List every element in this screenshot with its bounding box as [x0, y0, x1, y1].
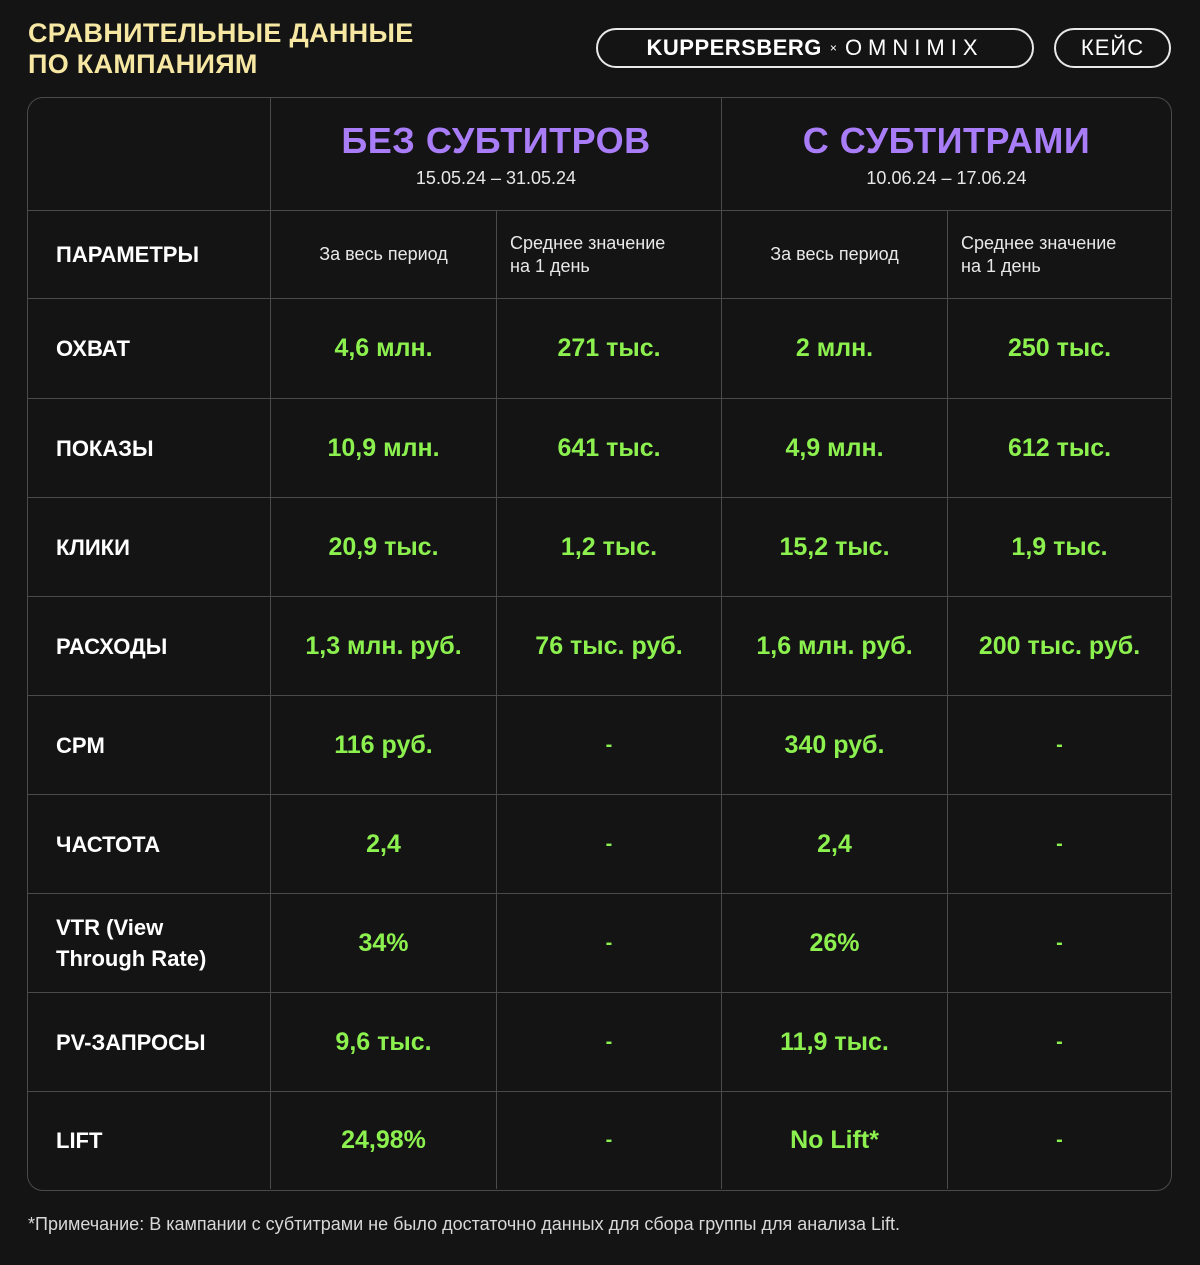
comparison-table: [27, 97, 1172, 1191]
table-cell: 2,4: [722, 795, 948, 894]
row-label-pv-requests: PV-ЗАПРОСЫ: [28, 993, 271, 1092]
page-title: [28, 18, 414, 80]
table-cell: 1,3 млн. руб.: [271, 597, 497, 696]
row-label-frequency: ЧАСТОТА: [28, 795, 271, 894]
table-cell: 1,2 тыс.: [497, 498, 722, 597]
table-cell: 250 тыс.: [948, 299, 1171, 399]
table-cell: -: [497, 795, 722, 894]
case-badge: КЕЙС: [1054, 28, 1171, 68]
group-title: БЕЗ СУБТИТРОВ: [341, 119, 651, 161]
table-cell: -: [948, 993, 1171, 1092]
footnote: *Примечание: В кампании с субтитрами не было достаточно данных для сбора группы для анализа Lift.: [28, 1214, 901, 1234]
table-cell: -: [497, 894, 722, 993]
table-cell: 76 тыс. руб.: [497, 597, 722, 696]
title-line-1: СРАВНИТЕЛЬНЫЕ ДАННЫЕ: [28, 18, 414, 48]
table-cell: 4,9 млн.: [722, 399, 948, 498]
group-header-with-subtitles: [722, 98, 1171, 211]
table-cell: -: [497, 696, 722, 795]
table-cell: 9,6 тыс.: [271, 993, 497, 1092]
table-cell: 271 тыс.: [497, 299, 722, 399]
table-cell: -: [1056, 1129, 1063, 1151]
table-cell: -: [948, 894, 1171, 993]
table-cell: -: [948, 795, 1171, 894]
subheader-average: Среднее значение на 1 день: [948, 211, 1171, 299]
table-corner-cell: [28, 98, 271, 211]
table-cell: 11,9 тыс.: [722, 993, 948, 1092]
table-cell: 1,9 тыс.: [948, 498, 1171, 597]
group-dates: 15.05.24 – 31.05.24: [415, 167, 577, 188]
table-cell: 34%: [271, 894, 497, 993]
row-label-lift: LIFT: [28, 1092, 271, 1189]
table-cell: 24,98%: [271, 1092, 497, 1189]
group-title: С СУБТИТРАМИ: [802, 119, 1091, 161]
row-label-clicks: КЛИКИ: [28, 498, 271, 597]
table-cell: 200 тыс. руб.: [948, 597, 1171, 696]
table-cell: 1,6 млн. руб.: [722, 597, 948, 696]
table-cell: 116 руб.: [271, 696, 497, 795]
table-cell: 26%: [722, 894, 948, 993]
row-label-impressions: ПОКАЗЫ: [28, 399, 271, 498]
row-label-vtr: VTR (View Through Rate): [28, 894, 271, 993]
params-header: ПАРАМЕТРЫ: [28, 211, 271, 299]
table-cell: 15,2 тыс.: [722, 498, 948, 597]
table-cell: 641 тыс.: [497, 399, 722, 498]
table-cell: 4,6 млн.: [271, 299, 497, 399]
table-cell: 10,9 млн.: [271, 399, 497, 498]
brand-kuppersberg: KUPPERSBERG: [646, 35, 822, 60]
table-cell: -: [497, 1092, 722, 1189]
row-label-spend: РАСХОДЫ: [28, 597, 271, 696]
table-cell: -: [497, 993, 722, 1092]
table-cell: 2 млн.: [722, 299, 948, 399]
table-cell: -: [948, 696, 1171, 795]
table-cell: 20,9 тыс.: [271, 498, 497, 597]
group-header-no-subtitles: [271, 98, 722, 211]
row-label-cpm: CPM: [28, 696, 271, 795]
subheader-total: За весь период: [722, 211, 948, 299]
title-line-2: ПО КАМПАНИЯМ: [28, 49, 258, 79]
brand-omnimix: OMNIMIX: [844, 35, 984, 60]
subheader-average: Среднее значение на 1 день: [497, 211, 722, 299]
subheader-total: За весь период: [271, 211, 497, 299]
brand-separator: ×: [829, 41, 837, 55]
table-cell: No Lift*: [722, 1092, 948, 1189]
table-cell: 2,4: [271, 795, 497, 894]
group-dates: 10.06.24 – 17.06.24: [866, 167, 1027, 188]
table-cell: 612 тыс.: [948, 399, 1171, 498]
table-cell: 340 руб.: [722, 696, 948, 795]
brand-badge: [596, 28, 1034, 68]
row-label-reach: ОХВАТ: [28, 299, 271, 399]
